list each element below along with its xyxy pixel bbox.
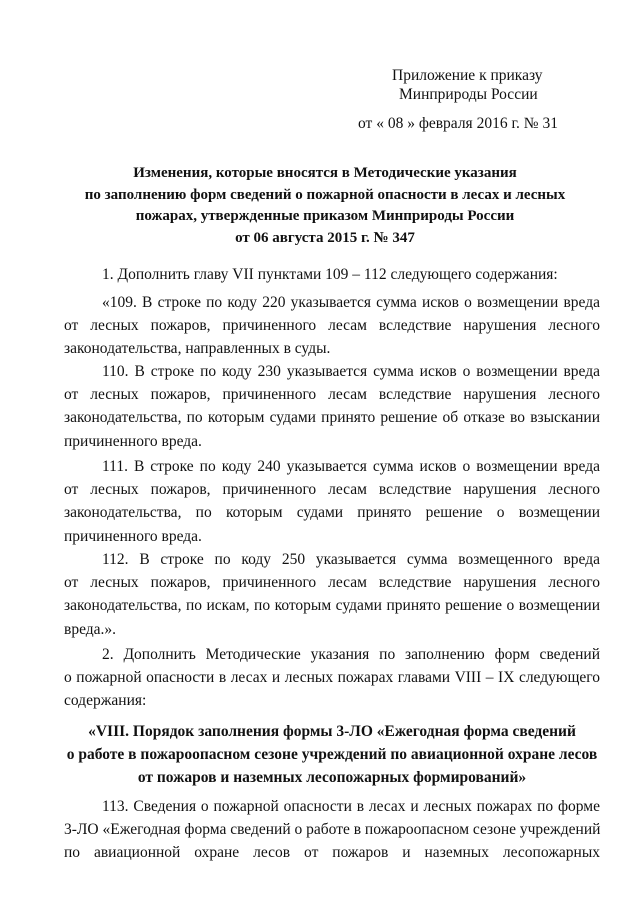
item-110-line-4: причиненного вреда. (64, 432, 202, 450)
section-title-line-1: «VIII. Порядок заполнения формы 3-ЛО «Ежегодная форма сведений (88, 723, 576, 740)
item-111-line-1: 111. В строке по коду 240 указывается сумма исков о возмещении вреда (102, 458, 600, 475)
appendix-header (392, 66, 612, 104)
item-112-line-4: вреда.». (64, 620, 117, 638)
title-line-3: пожарах, утвержденные приказом Минприроды России (135, 208, 515, 224)
item-113-line-3: по авиационной охране лесов от пожаров и наземных лесопожарных (64, 844, 600, 862)
document-title (70, 163, 580, 249)
section-title-line-2: о работе в пожароопасном сезоне учреждений по авиационной охране лесов (66, 746, 598, 763)
appendix-line-2: Минприроды России (399, 86, 538, 103)
item-111 (64, 455, 600, 548)
item-110-line-2: от лесных пожаров, причиненного лесам вследствие нарушения лесного (64, 386, 600, 404)
item-111-line-2: от лесных пожаров, причиненного лесам вследствие нарушения лесного (64, 481, 600, 499)
item-110-line-3: законодательства, по которым судами принято решение об отказе во взыскании (64, 409, 600, 427)
order-date: от « 08 » февраля 2016 г. № 31 (358, 115, 558, 132)
item-112 (64, 548, 600, 641)
section-title-line-3: от пожаров и наземных лесопожарных формирований» (137, 769, 527, 786)
item-112-line-2: от лесных пожаров, причиненного лесам вследствие нарушения лесного (64, 574, 600, 592)
item-111-line-4: причиненного вреда. (64, 527, 202, 545)
title-line-1: Изменения, которые вносятся в Методические указания (133, 165, 517, 181)
item-109-line-3: законодательства, направленных в суды. (64, 340, 331, 358)
paragraph-2 (64, 643, 600, 713)
item-113-line-2: 3-ЛО «Ежегодная форма сведений о работе в пожароопасном сезоне учреждений (64, 821, 601, 839)
title-line-4: от 06 августа 2015 г. № 347 (235, 229, 415, 246)
paragraph-2-line-1: 2. Дополнить Методические указания по заполнению форм сведений (102, 646, 600, 663)
item-110-line-1: 110. В строке по коду 230 указывается сумма исков о возмещении вреда (102, 363, 600, 380)
paragraph-2-line-3: содержания: (64, 692, 147, 710)
item-110 (64, 360, 600, 453)
paragraph-1 (64, 263, 600, 286)
appendix-line-1: Приложение к приказу (392, 67, 543, 84)
item-109-line-2: от лесных пожаров, причиненного лесам вследствие нарушения лесного (64, 317, 600, 335)
item-109-line-1: «109. В строке по коду 220 указывается сумма исков о возмещении вреда (102, 294, 600, 311)
item-109 (64, 291, 600, 361)
item-113 (64, 795, 600, 865)
paragraph-1-line: 1. Дополнить главу VII пунктами 109 – 112 следующего содержания: (102, 266, 558, 283)
paragraph-2-line-2: о пожарной опасности в лесах и лесных пожарах главами VIII – IX следующего (64, 669, 600, 687)
section-viii-title (64, 720, 600, 789)
item-112-line-3: законодательства, по искам, по которым судами принято решение о возмещении (64, 597, 600, 615)
item-112-line-1: 112. В строке по коду 250 указывается сумма возмещенного вреда (102, 551, 600, 568)
title-line-2: по заполнению форм сведений о пожарной опасности в лесах и лесных (84, 186, 566, 203)
item-111-line-3: законодательства, по которым судами принято решение о возмещении (64, 504, 600, 522)
item-113-line-1: 113. Сведения о пожарной опасности в лесах и лесных пожарах по форме (102, 798, 600, 815)
